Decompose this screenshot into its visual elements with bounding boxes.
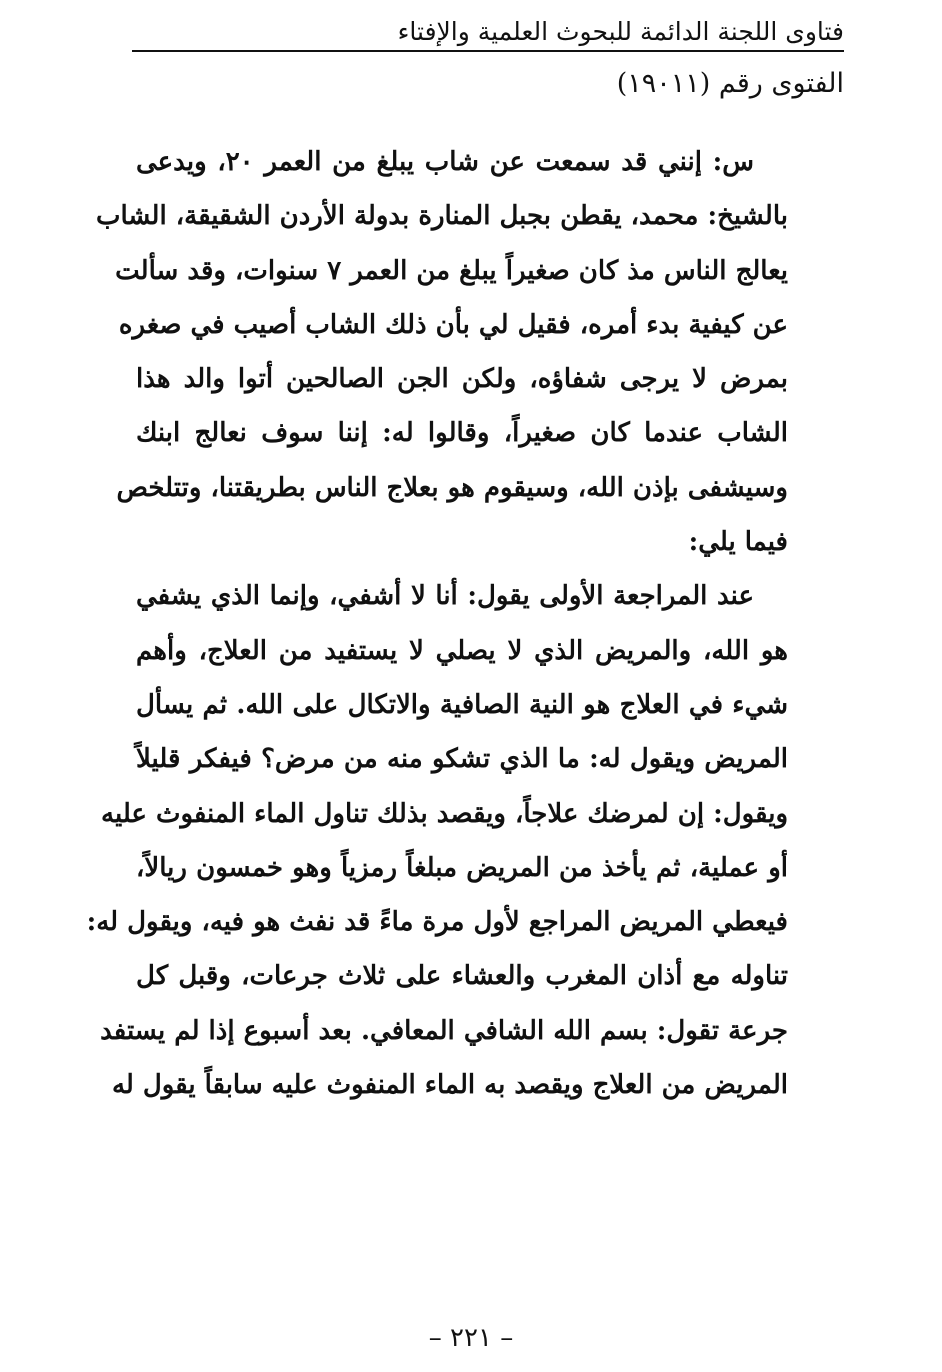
text-line: بالشيخ: محمد، يقطن بجبل المنارة بدولة الأردن الشقيقة، الشاب bbox=[95, 201, 788, 232]
fatwa-number: الفتوى رقم (١٩٠١١) bbox=[616, 68, 844, 99]
text-line: وسيشفى بإذن الله، وسيقوم هو بعلاج الناس بطريقتنا، وتتلخص bbox=[116, 472, 788, 503]
running-title: فتاوى اللجنة الدائمة للبحوث العلمية والإفتاء bbox=[397, 17, 844, 46]
page-number: – ٢٢١ – bbox=[428, 1323, 514, 1353]
text-line: بمرض لا يرجى شفاؤه، ولكن الجن الصالحين أتوا والد هذا bbox=[136, 364, 788, 395]
text-line: جرعة تقول: بسم الله الشافي المعافي. بعد أسبوع إذا لم يستفد bbox=[100, 1015, 788, 1046]
text-line: ويقول: إن لمرضك علاجاً، ويقصد بذلك تناول الماء المنفوث عليه bbox=[101, 798, 788, 829]
text-line: هو الله، والمريض الذي لا يصلي لا يستفيد من العلاج، وأهم bbox=[136, 635, 788, 666]
text-line: تناوله مع أذان المغرب والعشاء على ثلاث جرعات، وقبل كل bbox=[136, 961, 788, 992]
text-line: عن كيفية بدء أمره، فقيل لي بأن ذلك الشاب أصيب في صغره bbox=[118, 309, 788, 340]
text-line: أو عملية، ثم يأخذ من المريض مبلغاً رمزياً وهو خمسون ريالاً، bbox=[136, 852, 788, 883]
text-line: المريض من العلاج ويقصد به الماء المنفوث عليه سابقاً يقول له bbox=[111, 1070, 788, 1101]
text-line: شيء في العلاج هو النية الصافية والاتكال على الله. ثم يسأل bbox=[136, 689, 788, 720]
text-line: س: إنني قد سمعت عن شاب يبلغ من العمر ٢٠، ويدعى bbox=[136, 147, 754, 177]
text-line: يعالج الناس مذ كان صغيراً يبلغ من العمر ٧ سنوات، وقد سألت bbox=[115, 255, 788, 286]
text-line: المريض ويقول له: ما الذي تشكو منه من مرض؟ فيفكر قليلاً bbox=[136, 744, 788, 775]
running-header bbox=[132, 10, 844, 52]
text-line: الشاب عندما كان صغيراً، وقالوا له: إننا سوف نعالج ابنك bbox=[136, 418, 788, 449]
text-line: عند المراجعة الأولى يقول: أنا لا أشفي، وإنما الذي يشفي bbox=[136, 581, 754, 612]
question-body bbox=[86, 135, 788, 1112]
text-line: فيعطي المريض المراجع لأول مرة ماءً قد نفث هو فيه، ويقول له: bbox=[86, 907, 788, 938]
text-line: فيما يلي: bbox=[688, 527, 788, 558]
